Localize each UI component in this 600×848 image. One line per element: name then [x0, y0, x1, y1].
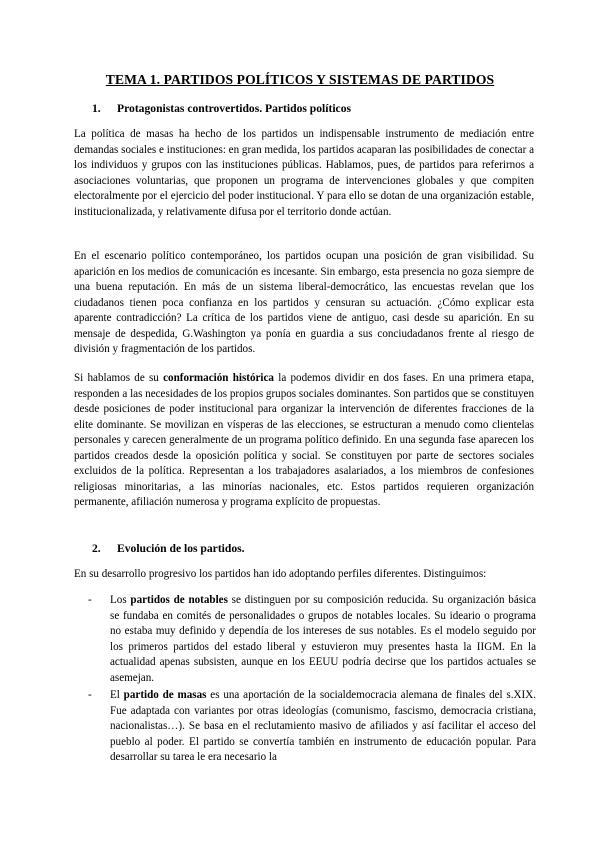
paragraph-3-bold: conformación histórica: [163, 372, 274, 384]
list-item-bold: partido de masas: [123, 689, 207, 701]
section-1-title: Protagonistas controvertidos. Partidos políticos: [117, 102, 352, 115]
list-item-bold: partidos de notables: [130, 594, 228, 606]
bullet-marker: -: [88, 689, 92, 701]
list-item: [110, 593, 536, 686]
list-item-body: se distinguen por su composición reducida. Su organización básica se fundaba en comités de personalidades o grupos de notables locales. Su ideario o programa no estaba muy definido y dependía de los intereses de sus notables. Es el modelo seguido por los primeros partidos del estado liberal y estuvieron muy presentes hasta la IIGM. En la actualidad apenas subsisten, aunque en los EEUU podría decirse que los partidos actuales se asemejan.: [110, 594, 537, 684]
section-2-heading: [92, 541, 245, 557]
bullet-marker: -: [88, 594, 92, 606]
document-title: TEMA 1. PARTIDOS POLÍTICOS Y SISTEMAS DE PARTIDOS: [105, 72, 495, 87]
list-item-lead: Los: [110, 594, 131, 606]
section-2-title: Evolución de los partidos.: [117, 542, 245, 555]
section-1-number: 1.: [92, 102, 101, 115]
section-2-number: 2.: [92, 542, 101, 555]
paragraph-4: En su desarrollo progresivo los partidos han ido adoptando perfiles diferentes. Distinguimos:: [74, 568, 487, 580]
paragraph-3: [74, 371, 534, 511]
paragraph-1: La política de masas ha hecho de los partidos un indispensable instrumento de mediación entre demandas sociales e instituciones: en gran medida, los partidos acaparan las posibilidades de conectar a los individuos y grupos con las instituciones públicas. Hablamos, pues, de partidos para referirnos a asociaciones voluntarias, que proponen un programa de intervenciones globales y que compiten electoralmente por el ejercicio del poder institucional. Y para ello se dotan de una organización estable, institucionalizada, y relativamente difusa por el territorio donde actúan.: [74, 128, 534, 218]
section-1-heading: [92, 101, 351, 117]
list-item: [110, 688, 536, 766]
list-item-lead: El: [110, 689, 124, 701]
list-item-body: es una aportación de la socialdemocracia alemana de finales del s.XIX. Fue adaptada con variantes por otras ideologías (comunismo, fascismo, democracia cristiana, nacionalistas…). Se basa en el reclutamiento masivo de afiliados y así facilitar el acceso del pueblo al poder. El partido se convertía también en instrumento de educación popular. Para desarrollar su tarea le era necesario la: [110, 689, 537, 763]
paragraph-3-body: la podemos dividir en dos fases. En una primera etapa, responden a las necesidades de los propios grupos sociales dominantes. Son partidos que se constituyen desde posiciones de poder institucional para organizar la intervención de diferentes fracciones de la elite dominante. Se movilizan en vísperas de las elecciones, se estructuran a menudo como clientelas personales y carecen generalmente de un programa político definido. En una segunda fase aparecen los partidos creados desde la oposición política y social. Se constituyen por parte de sectores sociales excluidos de la política. Representan a los trabajadores asalariados, a los miembros de confesiones religiosas minoritarias, a las minorías nacionales, etc. Estos partidos requieren organización permanente, afiliación numerosa y programa explícito de propuestas.: [74, 372, 534, 508]
paragraph-2: En el escenario político contemporáneo, los partidos ocupan una posición de gran visibilidad. Su aparición en los medios de comunicación es incesante. Sin embargo, esta presencia no goza siempre de una buena reputación. En más de un sistema liberal-democrático, las encuestas revelan que los ciudadanos tienen poca confianza en los partidos y censuran su actuación. ¿Cómo explicar esta aparente contradicción? La crítica de los partidos viene de antiguo, casi desde su aparición. En su mensaje de despedida, G.Washington ya ponía en guardia a sus conciudadanos frente al riesgo de división y fragmentación de los partidos.: [74, 250, 534, 355]
paragraph-3-lead: Si hablamos de su: [74, 372, 164, 384]
